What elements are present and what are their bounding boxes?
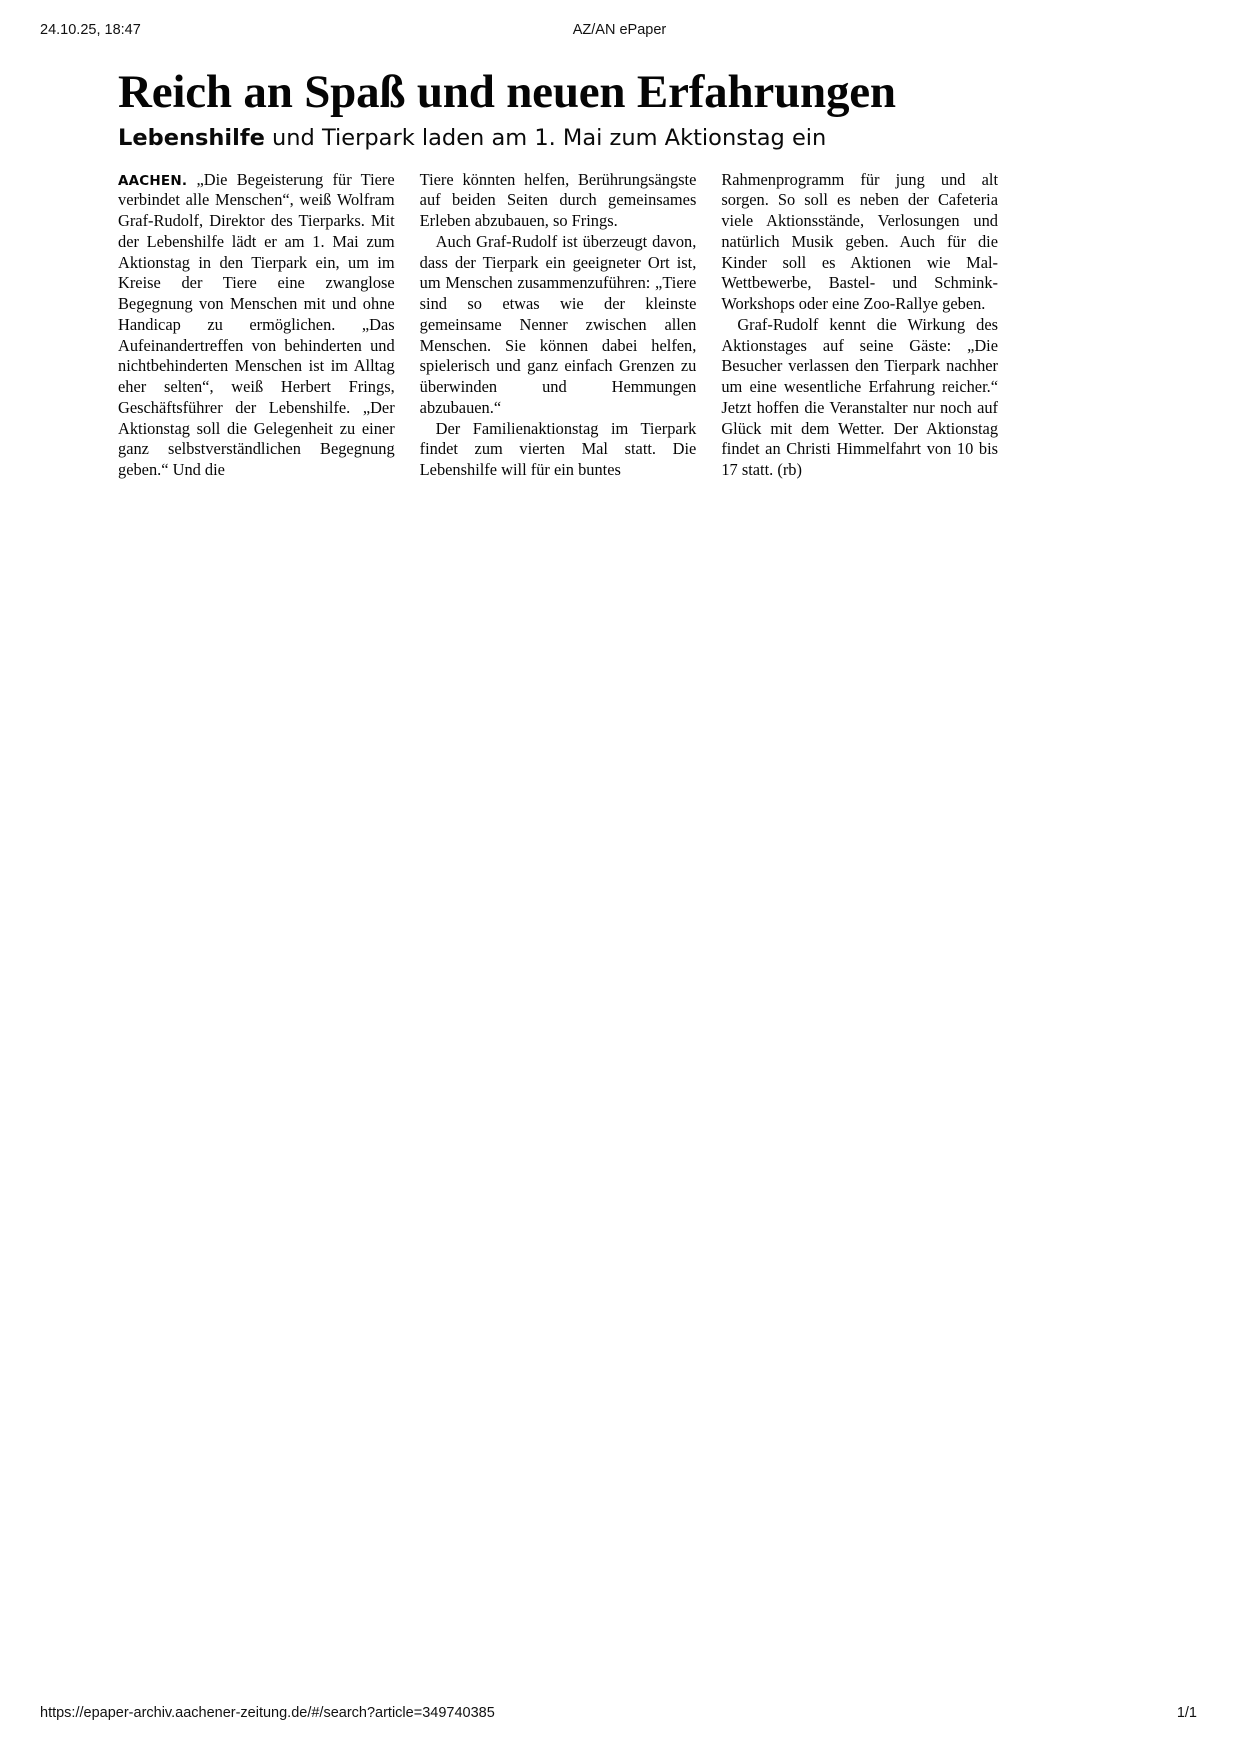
article-columns	[118, 170, 998, 481]
newspaper-article	[118, 68, 998, 481]
print-header-datetime: 24.10.25, 18:47	[40, 22, 141, 38]
paragraph	[721, 315, 998, 481]
print-footer-pagenumber: 1/1	[1176, 1705, 1197, 1721]
article-column-2	[420, 170, 697, 481]
paragraph: Der Familienaktionstag im Tierpark findet zum vierten Mal statt. Die Lebenshilfe will für ein buntes	[419, 418, 697, 480]
article-column-1	[118, 170, 395, 481]
print-footer	[0, 1705, 1239, 1725]
article-subheadline	[118, 126, 998, 152]
article-credit: (rb)	[777, 460, 802, 480]
paragraph: Tiere könnten helfen, Berührungsängste auf beiden Seiten durch gemeinsames Erleben abzubauen, so Frings.	[419, 169, 697, 231]
article-headline: Reich an Spaß und neuen Erfahrungen	[118, 66, 896, 118]
article-subheadline-lead: Lebenshilfe	[118, 124, 265, 151]
article-dateline: AACHEN.	[118, 172, 188, 189]
print-header	[0, 22, 1239, 42]
paragraph	[118, 170, 395, 481]
article-column-3	[721, 170, 998, 481]
paragraph: Auch Graf-Rudolf ist überzeugt davon, dass der Tierpark ein geeigneter Ort ist, um Menschen zusammenzuführen: „Tiere sind so etwas wie der kleinste gemeinsame Nenner zwischen allen Menschen. Sie können dabei helfen, spielerisch und ganz einfach Grenzen zu überwinden und Hemmungen abzubauen.“	[419, 231, 697, 417]
article-subheadline-rest: und Tierpark laden am 1. Mai zum Aktionstag ein	[264, 124, 827, 151]
paragraph-text: „Die Begeisterung für Tiere verbindet alle Menschen“, weiß Wolfram Graf-Rudolf, Direktor des Tierparks. Mit der Lebenshilfe lädt er am 1. Mai zum Aktionstag in den Tierpark ein, um im Kreise der Tiere eine zwanglose Begegnung von Menschen mit und ohne Handicap zu ermöglichen. „Das Aufeinandertreffen von behinderten und nichtbehinderten Menschen ist im Alltag eher selten“, weiß Herbert Frings, Geschäftsführer der Lebenshilfe. „Der Aktionstag soll die Gelegenheit zu einer ganz selbstverständlichen Begegnung geben.“ Und die	[118, 169, 395, 480]
print-footer-url: https://epaper-archiv.aachener-zeitung.de/#/search?article=349740385	[40, 1705, 495, 1721]
paragraph-text: Graf-Rudolf kennt die Wirkung des Aktionstages auf seine Gäste: „Die Besucher verlassen den Tierpark nachher um eine wesentliche Erfahrung reicher.“ Jetzt hoffen die Veranstalter nur noch auf Glück mit dem Wetter. Der Aktionstag findet an Christi Himmelfahrt von 10 bis 17 statt.	[721, 314, 999, 480]
paragraph: Rahmenprogramm für jung und alt sorgen. So soll es neben der Cafeteria viele Aktionsstände, Verlosungen und natürlich Musik geben. Auch für die Kinder soll es Aktionen wie Mal-Wettbewerbe, Bastel- und Schmink-Workshops oder eine Zoo-Rallye geben.	[721, 169, 999, 314]
print-header-title: AZ/AN ePaper	[572, 22, 667, 38]
